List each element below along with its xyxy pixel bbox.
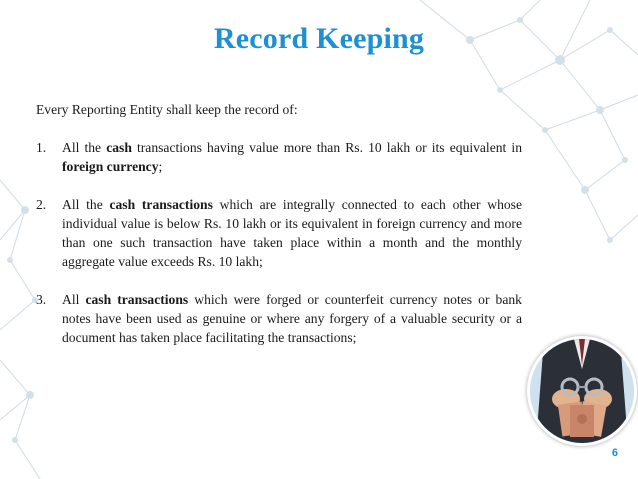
text-run: transactions having value more than Rs. 10 lakh or its equivalent in bbox=[131, 140, 523, 155]
text-run: All the bbox=[62, 140, 107, 155]
handcuffs-money-image bbox=[527, 336, 637, 446]
intro-text: Every Reporting Entity shall keep the record of: bbox=[36, 102, 298, 117]
text-run: All the bbox=[62, 197, 110, 212]
handcuffs-money-illustration bbox=[530, 339, 634, 443]
emphasis-text: foreign currency bbox=[62, 159, 159, 174]
text-run: which are integrally connected to each other whose individual value is below Rs. 10 lakh or its equivalent in foreign currency and more than one such transaction have taken place within a month and the monthly aggregate value exceeds Rs. 10 lakh; bbox=[62, 197, 522, 269]
slide-title: Record Keeping bbox=[213, 22, 425, 55]
emphasis-text: cash transactions bbox=[109, 197, 213, 212]
page-number: 6 bbox=[611, 447, 618, 459]
item-number: 1. bbox=[36, 140, 47, 155]
item-number: 3. bbox=[36, 292, 47, 307]
text-run: which were forged or counterfeit currency notes or bank notes have been used as genuine or where any forgery of a valuable security or a document has taken place facilitating the transactions; bbox=[62, 292, 522, 345]
list-item-1 bbox=[36, 138, 522, 176]
item-number: 2. bbox=[36, 197, 47, 212]
item-text bbox=[62, 138, 522, 176]
list-item-2 bbox=[36, 195, 522, 271]
emphasis-text: cash bbox=[106, 140, 132, 155]
item-text bbox=[62, 195, 522, 271]
text-run: ; bbox=[158, 159, 163, 174]
emphasis-text: cash transactions bbox=[85, 292, 189, 307]
slide-body bbox=[36, 100, 522, 366]
list-item-3 bbox=[36, 290, 522, 347]
item-text bbox=[62, 290, 522, 347]
text-run: All bbox=[62, 292, 86, 307]
